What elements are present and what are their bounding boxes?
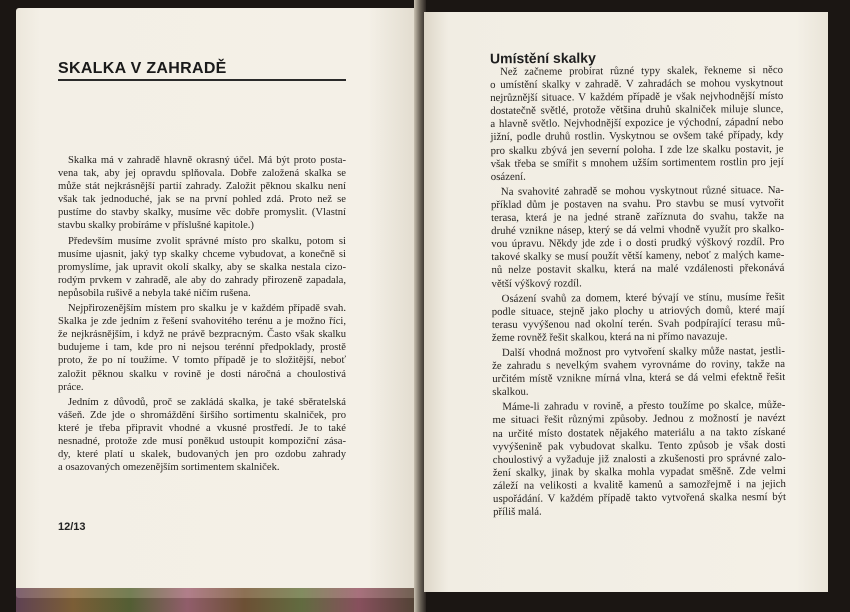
- paragraph: [492, 399, 786, 519]
- text-line: uspořádání. V každém případě takto vytvořená skalka nesmí být: [492, 490, 787, 505]
- paragraph: [58, 154, 346, 233]
- text-line: vyvýšenině pak vybudovat skalku. Tento způsob je však dosti: [492, 438, 786, 453]
- text-line: že zahradu s nevelkým svahem vyrovnáme do roviny, takže na: [492, 358, 786, 373]
- paragraph: [58, 235, 346, 300]
- right-text-column: [490, 64, 786, 521]
- text-line: Skalka má v zahradě hlavně okrasný účel. Má být proto posta-: [68, 155, 346, 166]
- text-line: jižní, podle druhů rostlin. Vyskytnou se ovšem také případy, kdy: [490, 129, 784, 144]
- section-heading: Umístění skalky: [489, 49, 596, 67]
- paragraph: [492, 291, 785, 345]
- paragraph: [492, 345, 785, 399]
- text-line: příliš malá.: [493, 505, 542, 519]
- paragraph: [58, 302, 346, 394]
- text-line: vena tak, aby jej opravdu splňovala. Dobře založená skalka se: [58, 168, 346, 180]
- text-line: může stát nejkrásnější partií zahrady. Založit pěknou skalku není: [58, 181, 346, 193]
- text-line: me situaci řešit různými způsoby. Jednou z možností je navézt: [492, 412, 786, 427]
- left-text-column: [58, 154, 346, 476]
- text-line: podle situace, stejně jako plochy u atriových domů, které mají: [491, 303, 785, 318]
- text-line: nesnadné, protože zde musí poněkud ustoupit kompoziční zása-: [58, 435, 346, 447]
- text-line: dostatečně světlé, protože většina druhů skalniček miluje slunce,: [490, 103, 784, 118]
- cover-photo-strip: [16, 588, 416, 612]
- text-line: stavbu skalky probíráme v příslušné kapitole.): [58, 220, 254, 232]
- text-line: záleží na velikosti a kvalitě kamenů a samozřejmě i na jejich: [492, 477, 786, 492]
- text-line: Na svahovité zahradě se mohou vyskytnout různé situace. Na-: [500, 183, 784, 198]
- paragraph: [58, 396, 346, 475]
- text-line: že nejkrásnějším, i když ne právě bezpracným. Často však skalku: [58, 329, 346, 341]
- text-line: určitém místě vznikne mírná vlna, která se dá velmi efektně řešit: [492, 371, 786, 386]
- text-line: skalkou.: [492, 385, 529, 399]
- text-line: příklad dům je postaven na svahu. Pro stavbu se musí vytvořit: [490, 196, 785, 211]
- paragraph: [490, 64, 784, 184]
- right-page: [424, 12, 828, 592]
- text-line: osázení.: [490, 170, 526, 183]
- text-line: na určité místo dostatek nějakého materiálu a na takto získané: [492, 425, 786, 440]
- text-line: však tak jednoduché, jak se na první pohled zdá. Proto než se: [58, 194, 346, 206]
- text-line: druhé vznikne násep, který se dá velmi vhodně využít pro skalko-: [491, 223, 785, 238]
- text-line: takové skalky se musí použít větší kameny, neboť z malých kame-: [491, 249, 785, 264]
- text-line: žení skalky, jinak by skalka mohla vypadat směšně. Zde velmi: [492, 464, 786, 479]
- paragraph: [491, 184, 785, 291]
- text-line: které je třeba připravit vhodné a vkusné prostředí. Je to také: [58, 422, 346, 434]
- title-underline: [58, 79, 346, 81]
- text-line: choulostivý a vyžaduje již znalosti a zkušenosti pro správné zalo-: [492, 451, 786, 466]
- text-line: pro skalku zbývá jen severní poloha. I zde lze skalku postavit, je: [490, 142, 784, 157]
- text-line: dy, které platí u skalek, budovaných jen pro ozdobu zahrady: [58, 449, 346, 461]
- text-line: nejrůznější situace. V každém případě je však nejvhodnější místo: [490, 90, 784, 105]
- text-line: žeme rovněž řešit skalkou, která na ni přímo navazuje.: [491, 330, 728, 344]
- left-page: [16, 8, 416, 598]
- text-line: větší výškový rozdíl.: [491, 276, 582, 290]
- chapter-title: SKALKA V ZAHRADĚ: [58, 60, 227, 77]
- text-line: Máme-li zahradu v rovině, a přesto toužíme po skalce, může-: [502, 399, 786, 414]
- text-line: budujeme i tam, kde pro ni nejsou terénní předpoklady, prostě: [58, 342, 346, 354]
- text-line: a osazovaných omezenějším sortimentem skalniček.: [58, 462, 280, 474]
- text-line: Nejpřirozenějším místem pro skalku je v každém případě svah.: [68, 303, 346, 315]
- text-line: o umístění skalky v zahradě. V zahradách se mohou vyskytnout: [490, 77, 784, 92]
- text-line: Především musíme zvolit správné místo pro skalku, potom si: [68, 235, 346, 247]
- text-line: a hlavně světlo. Nejvhodnější expozice je východní, západní nebo: [490, 116, 784, 131]
- text-line: nů nelze postavit skalku, která na malé vzdálenosti překonává: [491, 262, 785, 277]
- text-line: musíme ujasnit, jaký typ skalky chceme vybudovat, a konečně si: [58, 248, 346, 260]
- text-line: Osázení svahů za domem, které bývají ve stínu, musíme řešit: [501, 290, 785, 305]
- text-line: rodým prvkem v zahradě, ale aby do zahrady přirozeně zapadala,: [58, 274, 346, 286]
- text-line: proto, že po ní toužíme. V tomto případě je to složitější, neboť: [58, 355, 346, 367]
- text-line: Jedním z důvodů, proč se zakládá skalka, je také sběratelská: [68, 396, 346, 408]
- text-line: terasa, která je na jedné straně zaříznuta do svahu, takže na: [491, 209, 785, 225]
- text-line: Než začneme probírat různé typy skalek, řekneme si něco: [499, 63, 784, 78]
- text-line: práce.: [58, 381, 84, 393]
- text-line: terasu vyvýšenou nad okolní terén. Svah podpírající terasu mů-: [491, 316, 785, 331]
- page-number: 12/13: [58, 521, 86, 533]
- text-line: promyslíme, jak upravit okolí skalky, aby se skalka nestala cizo-: [58, 261, 346, 273]
- text-line: pustíme do stavby skalky, musíme věc dobře promyslit. (Vlastní: [58, 207, 346, 219]
- text-line: však třeba se smířit s mnohem užším sortimentem rostlin pro její: [490, 155, 784, 170]
- text-line: vášeň. Zde jde o shromáždění širšího sortimentu skalniček, pro: [58, 409, 346, 421]
- text-line: založit pěknou skalku v rovině je dosti náročná a choulostivá: [58, 368, 346, 380]
- text-line: Skalka je zde jedním z řešení svahovitého terénu a je možno říci,: [58, 316, 346, 328]
- text-line: vou úpravu. Někdy jde zde i o dosti prudký výškový rozdíl. Pro: [491, 236, 785, 251]
- text-line: Další vhodná možnost pro vytvoření skalky může nastat, jestli-: [501, 344, 786, 359]
- text-line: nepůsobila rušivě a nebyla také ničím rušena.: [58, 287, 251, 299]
